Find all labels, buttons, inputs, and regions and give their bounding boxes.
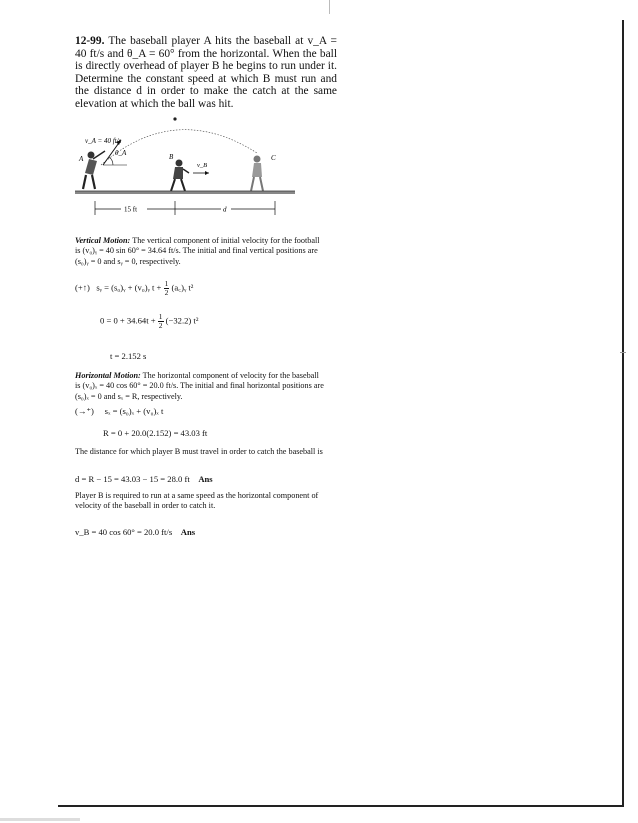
equation-1-denominator: 2	[164, 288, 169, 297]
player-b-label: B	[169, 153, 174, 161]
equation-1-tag: (+↑)	[75, 282, 90, 293]
equation-4-body: sₓ = (s₀)ₓ + (v₀)ₓ t	[104, 406, 164, 416]
dim-15-label: 15 ft	[124, 205, 138, 214]
vb-label: v_B	[197, 162, 208, 169]
equation-1-numerator: 1	[164, 279, 169, 288]
player-c-label: C	[271, 154, 276, 162]
scan-strip	[0, 818, 80, 821]
answer-1-label: Ans	[198, 474, 213, 484]
player-b-figure	[171, 160, 189, 192]
margin-mark	[620, 352, 626, 353]
equation-6-body: d = R − 15 = 43.03 − 15 = 28.0 ft	[75, 474, 190, 484]
angle-label: θ_A	[115, 149, 127, 157]
horizontal-motion-text: The horizontal component of velocity for the baseball is (v₀)ₓ = 40 cos 60° = 20.0 ft/s. The initial and final horizontal positions are (s₀)ₓ = 0 and sₓ = R, respectively.	[75, 371, 324, 401]
equation-2-body: 0 = 0 + 34.64t +	[100, 315, 156, 326]
problem-statement	[75, 35, 337, 111]
velocity-label: v_A = 40 ft/s	[85, 137, 122, 145]
equation-3: t = 2.152 s	[110, 351, 147, 361]
equation-4	[75, 406, 163, 417]
player-c-figure	[251, 156, 263, 192]
horizontal-motion-heading: Horizontal Motion:	[75, 371, 141, 380]
ground	[75, 191, 295, 194]
problem-text: The baseball player A hits the baseball at v_A = 40 ft/s and θ_A = 60° from the horizontal. When the ball is directly overhead of player B he begins to run under it. Determine the constant speed at which B must run and the distance d in order to make the catch at the same elevation at which the ball was hit.	[75, 35, 337, 110]
equation-4-tag: (→⁺)	[75, 406, 94, 416]
equation-5: R = 0 + 20.0(2.152) = 43.03 ft	[103, 428, 208, 438]
equation-7-body: v_B = 40 cos 60° = 20.0 ft/s	[75, 527, 173, 537]
projectile-figure	[75, 115, 315, 225]
vb-arrowhead	[205, 171, 209, 175]
equation-2	[100, 313, 198, 330]
vertical-motion-heading: Vertical Motion:	[75, 236, 131, 245]
problem-number: 12-99.	[75, 35, 105, 47]
player-a-label: A	[79, 155, 84, 163]
distance-paragraph: The distance for which player B must travel in order to catch the baseball is	[75, 447, 323, 456]
speed-paragraph: Player B is required to run at a same speed as the horizontal component of velocity of the baseball in order to catch it.	[75, 491, 319, 511]
equation-1-body: sᵧ = (s₀)ᵧ + (v₀)ᵧ t +	[96, 282, 162, 293]
horizontal-motion-paragraph	[75, 371, 325, 402]
equation-2-denominator: 2	[158, 321, 163, 330]
ball-apex	[173, 117, 176, 120]
equation-1	[75, 280, 193, 297]
equation-1-tail: (a꜀)ᵧ t²	[171, 282, 194, 293]
vertical-motion-text: The vertical component of initial velocity for the football is (v₀)ᵧ = 40 sin 60° = 34.64 ft/s. The initial and final vertical positions are (s₀)ᵧ = 0 and sᵧ = 0, respectively.	[75, 236, 320, 266]
equation-6	[75, 474, 213, 484]
equation-1-fraction	[164, 280, 170, 297]
dim-d-label: d	[223, 205, 227, 214]
answer-2-label: Ans	[180, 527, 196, 537]
equation-2-numerator: 1	[158, 312, 163, 321]
equation-7	[75, 527, 195, 537]
vertical-motion-paragraph	[75, 236, 325, 267]
top-margin-mark	[329, 0, 330, 14]
angle-arc	[109, 157, 113, 165]
equation-2-tail: (−32.2) t²	[165, 315, 199, 326]
player-a-figure	[83, 151, 105, 189]
equation-2-fraction	[158, 313, 164, 330]
